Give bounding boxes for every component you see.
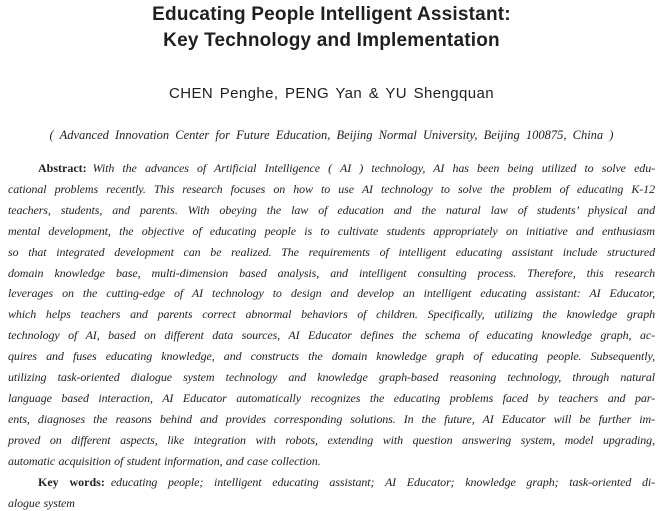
abstract-line-text: With the advances of Artificial Intelligence ( AI ) technology, AI has been being utilized to solve edu- (92, 161, 655, 175)
abstract-line: leverages on the cutting-edge of AI technology to design and develop an intelligent educating assistant: AI Educator, (8, 286, 655, 301)
abstract-line: technology of AI, based on different data sources, AI Educator defines the schema of educating knowledge graph, ac- (8, 328, 655, 343)
keywords-line-text: educating people; intelligent educating assistant; AI Educator; knowledge graph; task-oriented di- (110, 474, 655, 489)
paper-title-line-1: Educating People Intelligent Assistant: (152, 4, 511, 25)
abstract-line: utilizing task-oriented dialogue system technology and knowledge graph-based reasoning technology, through natural (8, 370, 655, 385)
keywords-label: Key words: (38, 474, 105, 489)
authors-line: CHEN Penghe, PENG Yan & YU Shengquan (169, 85, 494, 102)
abstract-line: which helps teachers and parents correct abnormal behaviors of children. Specifically, utilizing the knowledge graph (8, 307, 655, 322)
keywords-section (8, 472, 655, 511)
paper-title (0, 0, 663, 54)
abstract-line (8, 158, 655, 179)
abstract-line: language based interaction, AI Educator automatically recognizes the educating problems faced by teachers and par- (8, 390, 655, 405)
abstract-line: cational problems recently. This research focuses on how to use AI technology to solve the problem of educating K-12 (8, 181, 655, 196)
abstract-line: mental development, the objective of educating people is to cultivate students appropriately on initiative and enthusiasm (8, 223, 655, 238)
abstract-section (8, 158, 655, 472)
abstract-line: ents, diagnoses the reasons behind and provides corresponding solutions. In the future, AI Educator will be further im- (8, 411, 655, 426)
abstract-line: domain knowledge base, multi-dimension based analysis, and intelligent consulting process. Therefore, this research (8, 265, 655, 280)
abstract-line: teachers, students, and parents. With obeying the law of education and the natural law of students’ physical and (8, 202, 655, 217)
affiliation-line: ( Advanced Innovation Center for Future Education, Beijing Normal University, Beijing 100875, China ) (49, 128, 614, 142)
keywords-line: alogue system (8, 495, 75, 510)
abstract-line: proved on different aspects, like integration with robots, extending with question answering system, model upgrading, (8, 432, 655, 447)
keywords-line (8, 472, 655, 493)
abstract-line: quires and fuses educating knowledge, and constructs the domain knowledge graph of educating people. Subsequently, (8, 349, 655, 364)
paper-title-line-2: Key Technology and Implementation (163, 30, 500, 51)
abstract-line: automatic acquisition of student information, and case collection. (8, 453, 321, 468)
abstract-line: so that integrated development can be realized. The requirements of intelligent educating assistant include structured (8, 244, 655, 259)
abstract-label: Abstract: (38, 161, 87, 175)
